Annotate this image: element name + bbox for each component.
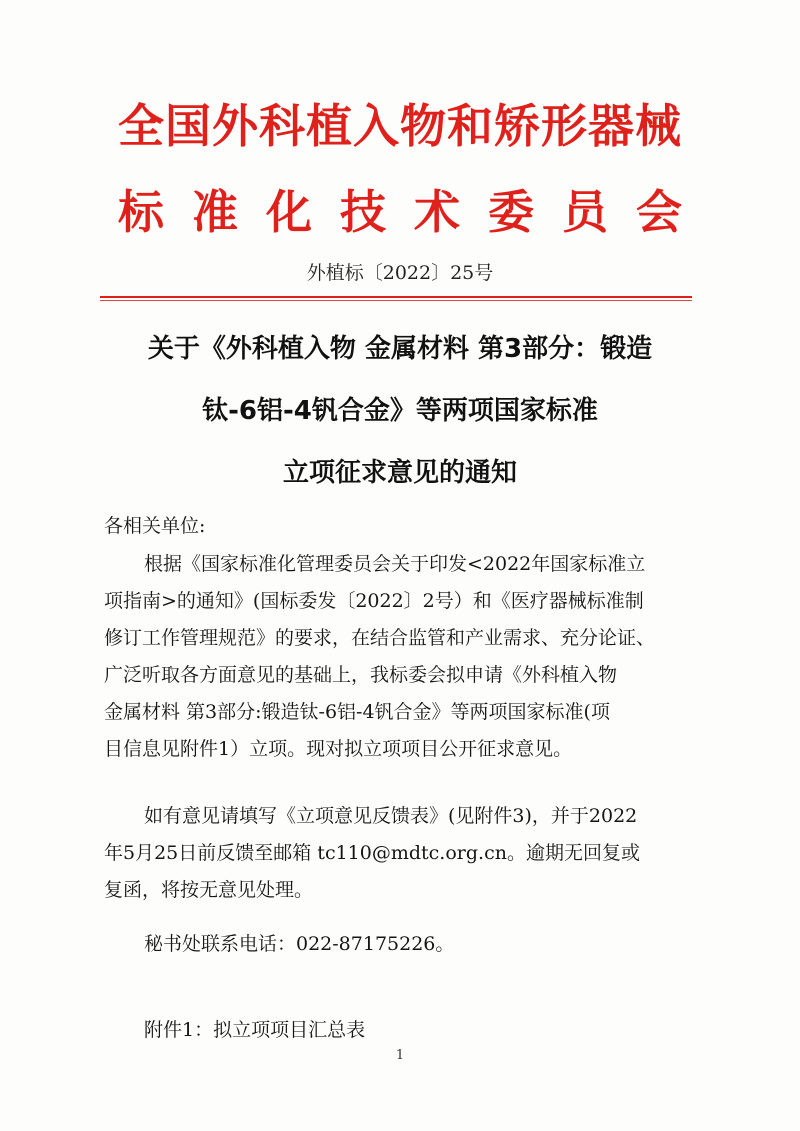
notice-title-line3: 立项征求意见的通知	[282, 458, 517, 488]
attachment-list	[104, 1012, 710, 1049]
red-divider-bottom	[100, 300, 692, 301]
paragraph-line: 如有意见请填写《立项意见反馈表》(见附件3)，并于2022	[144, 805, 638, 827]
red-divider-top	[100, 296, 692, 298]
paragraph-line: 年5月25日前反馈至邮箱 tc110@mdtc.org.cn。逾期无回复或	[104, 842, 640, 864]
paragraph-line: 根据《国家标准化管理委员会关于印发<2022年国家标准立	[144, 553, 646, 575]
salutation: 各相关单位:	[104, 515, 206, 537]
paragraph-basis	[104, 546, 710, 768]
paragraph-line: 复函，将按无意见处理。	[104, 879, 314, 901]
paragraph-line: 广泛听取各方面意见的基础上，我标委会拟申请《外科植入物	[104, 664, 618, 686]
issuer-title-line2: 标准化技术委员会	[118, 185, 710, 239]
paragraph-line: 目信息见附件1）立项。现对拟立项项目公开征求意见。	[104, 738, 573, 760]
paragraph-feedback	[104, 798, 710, 909]
notice-title-line1: 关于《外科植入物 金属材料 第3部分：锻造	[147, 334, 653, 364]
page-number: 1	[395, 1048, 405, 1063]
document-number: 外植标〔2022〕25号	[306, 262, 494, 284]
paragraph-line: 项指南>的通知》(国标委发〔2022〕2号）和《医疗器械标准制	[104, 590, 644, 612]
paragraph-contact	[104, 926, 710, 963]
paragraph-line: 修订工作管理规范》的要求，在结合监管和产业需求、充分论证、	[104, 627, 656, 649]
issuer-title-line1: 全国外科植入物和矫形器械	[118, 99, 682, 153]
notice-title-line2: 钛-6铝-4钒合金》等两项国家标准	[202, 396, 598, 426]
attachment-item: 附件1：拟立项项目汇总表	[144, 1019, 366, 1041]
contact-phone: 秘书处联系电话：022-87175226。	[144, 933, 455, 955]
paragraph-line: 金属材料 第3部分:锻造钛-6铝-4钒合金》等两项国家标准(项	[104, 701, 610, 723]
